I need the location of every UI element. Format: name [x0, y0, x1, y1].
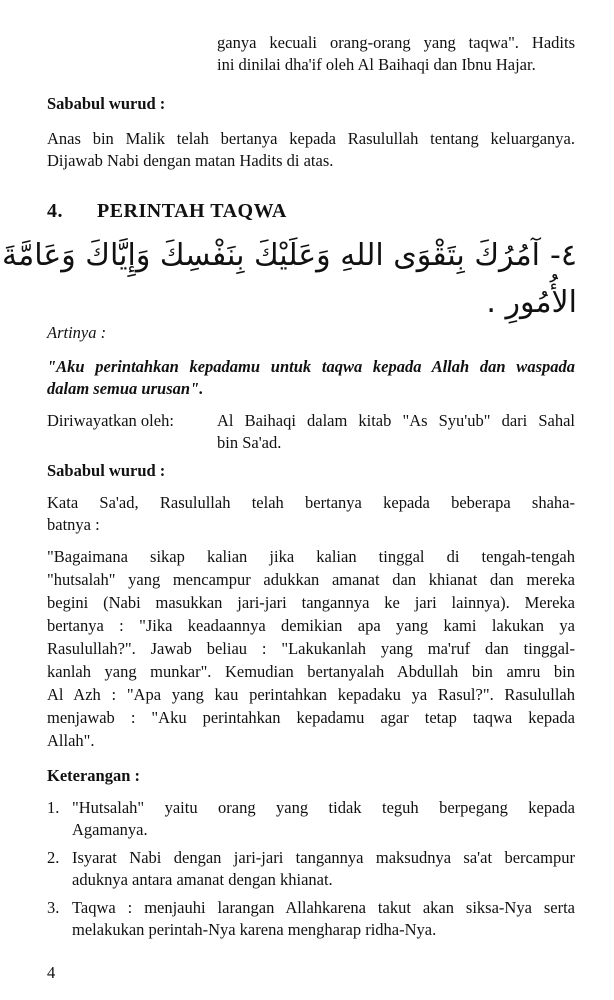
- sababul-wurud-2-line-2: batnya :: [47, 515, 100, 534]
- sababul-wurud-line-2: Dijawab Nabi dengan matan Hadits di atas.: [47, 151, 334, 170]
- note-line-1: "Hutsalah" yaitu orang yang tidak teguh berpegang kepada: [72, 798, 575, 817]
- sababul-wurud-2-label: Sababul wurud :: [47, 461, 166, 480]
- diriwayatkan-label: Diriwayatkan oleh:: [47, 411, 174, 430]
- page-number: 4: [47, 963, 56, 982]
- quote-line: "hutsalah" yang mencampur adukkan amanat dan khianat dan mereka: [47, 570, 575, 589]
- quote-line: Al Azh : "Apa yang kau perintahkan kepadaku ya Rasul?". Rasulullah: [47, 685, 575, 704]
- sababul-wurud-2-line-1: Kata Sa'ad, Rasulullah telah bertanya kepada beberapa shaha-: [47, 493, 575, 512]
- section-number: 4.: [47, 200, 63, 222]
- diriwayatkan-line-1: Al Baihaqi dalam kitab "As Syu'ub" dari Sahal: [217, 411, 575, 430]
- note-number: 1.: [47, 798, 60, 817]
- note-line-2: aduknya antara amanat dengan khianat.: [72, 870, 333, 889]
- note-line-2: Agamanya.: [72, 820, 148, 839]
- sababul-wurud-line-1: Anas bin Malik telah bertanya kepada Rasulullah tentang keluarganya.: [47, 129, 575, 148]
- top-paragraph-line-2: ini dinilai dha'if oleh Al Baihaqi dan Ibnu Hajar.: [217, 55, 536, 74]
- quote-line: kanlah yang munkar". Kemudian bertanyalah Abdullah bin amru bin: [47, 662, 575, 681]
- note-line-1: Isyarat Nabi dengan jari-jari tangannya maksudnya sa'at bercampur: [72, 848, 575, 867]
- top-paragraph-line-1: ganya kecuali orang-orang yang taqwa". Hadits: [217, 33, 575, 52]
- quote-line: menjawab : "Aku perintahkan kepadamu agar tetap taqwa kepada: [47, 708, 575, 727]
- quote-line: bertanya : "Jika keadaannya demikian apa yang kami lakukan ya: [47, 616, 575, 635]
- quote-line: Rasulullah?". Jawab beliau : "Lakukanlah yang ma'ruf dan tinggal-: [47, 639, 575, 658]
- arabic-line-2: الأُمُورِ .: [486, 285, 577, 320]
- artinya-label: Artinya :: [47, 323, 107, 342]
- note-number: 2.: [47, 848, 60, 867]
- quote-line: "Bagaimana sikap kalian jika kalian tinggal di tengah-tengah: [47, 547, 575, 566]
- keterangan-label: Keterangan :: [47, 766, 141, 785]
- artinya-line-1: "Aku perintahkan kepadamu untuk taqwa kepada Allah dan waspada: [47, 357, 575, 376]
- diriwayatkan-line-2: bin Sa'ad.: [217, 433, 282, 452]
- arabic-number: ٤-: [550, 238, 577, 273]
- note-line-1: Taqwa : menjauhi larangan Allahkarena takut akan siksa-Nya serta: [72, 898, 575, 917]
- quote-last-line: Allah".: [47, 731, 95, 750]
- section-title: PERINTAH TAQWA: [97, 200, 287, 222]
- note-line-2: melakukan perintah-Nya karena mengharap ridha-Nya.: [72, 920, 437, 939]
- quote-line: begini (Nabi masukkan jari-jari tangannya ke jari lainnya). Mereka: [47, 593, 575, 612]
- arabic-line-1: آمُرُكَ بِتَقْوَى اللهِ وَعَلَيْكَ بِنَفْسِكَ وَإِيَّاكَ وَعَامَّةَ: [2, 238, 540, 273]
- artinya-line-2: dalam semua urusan".: [47, 379, 204, 398]
- note-number: 3.: [47, 898, 60, 917]
- sababul-wurud-label: Sababul wurud :: [47, 94, 166, 113]
